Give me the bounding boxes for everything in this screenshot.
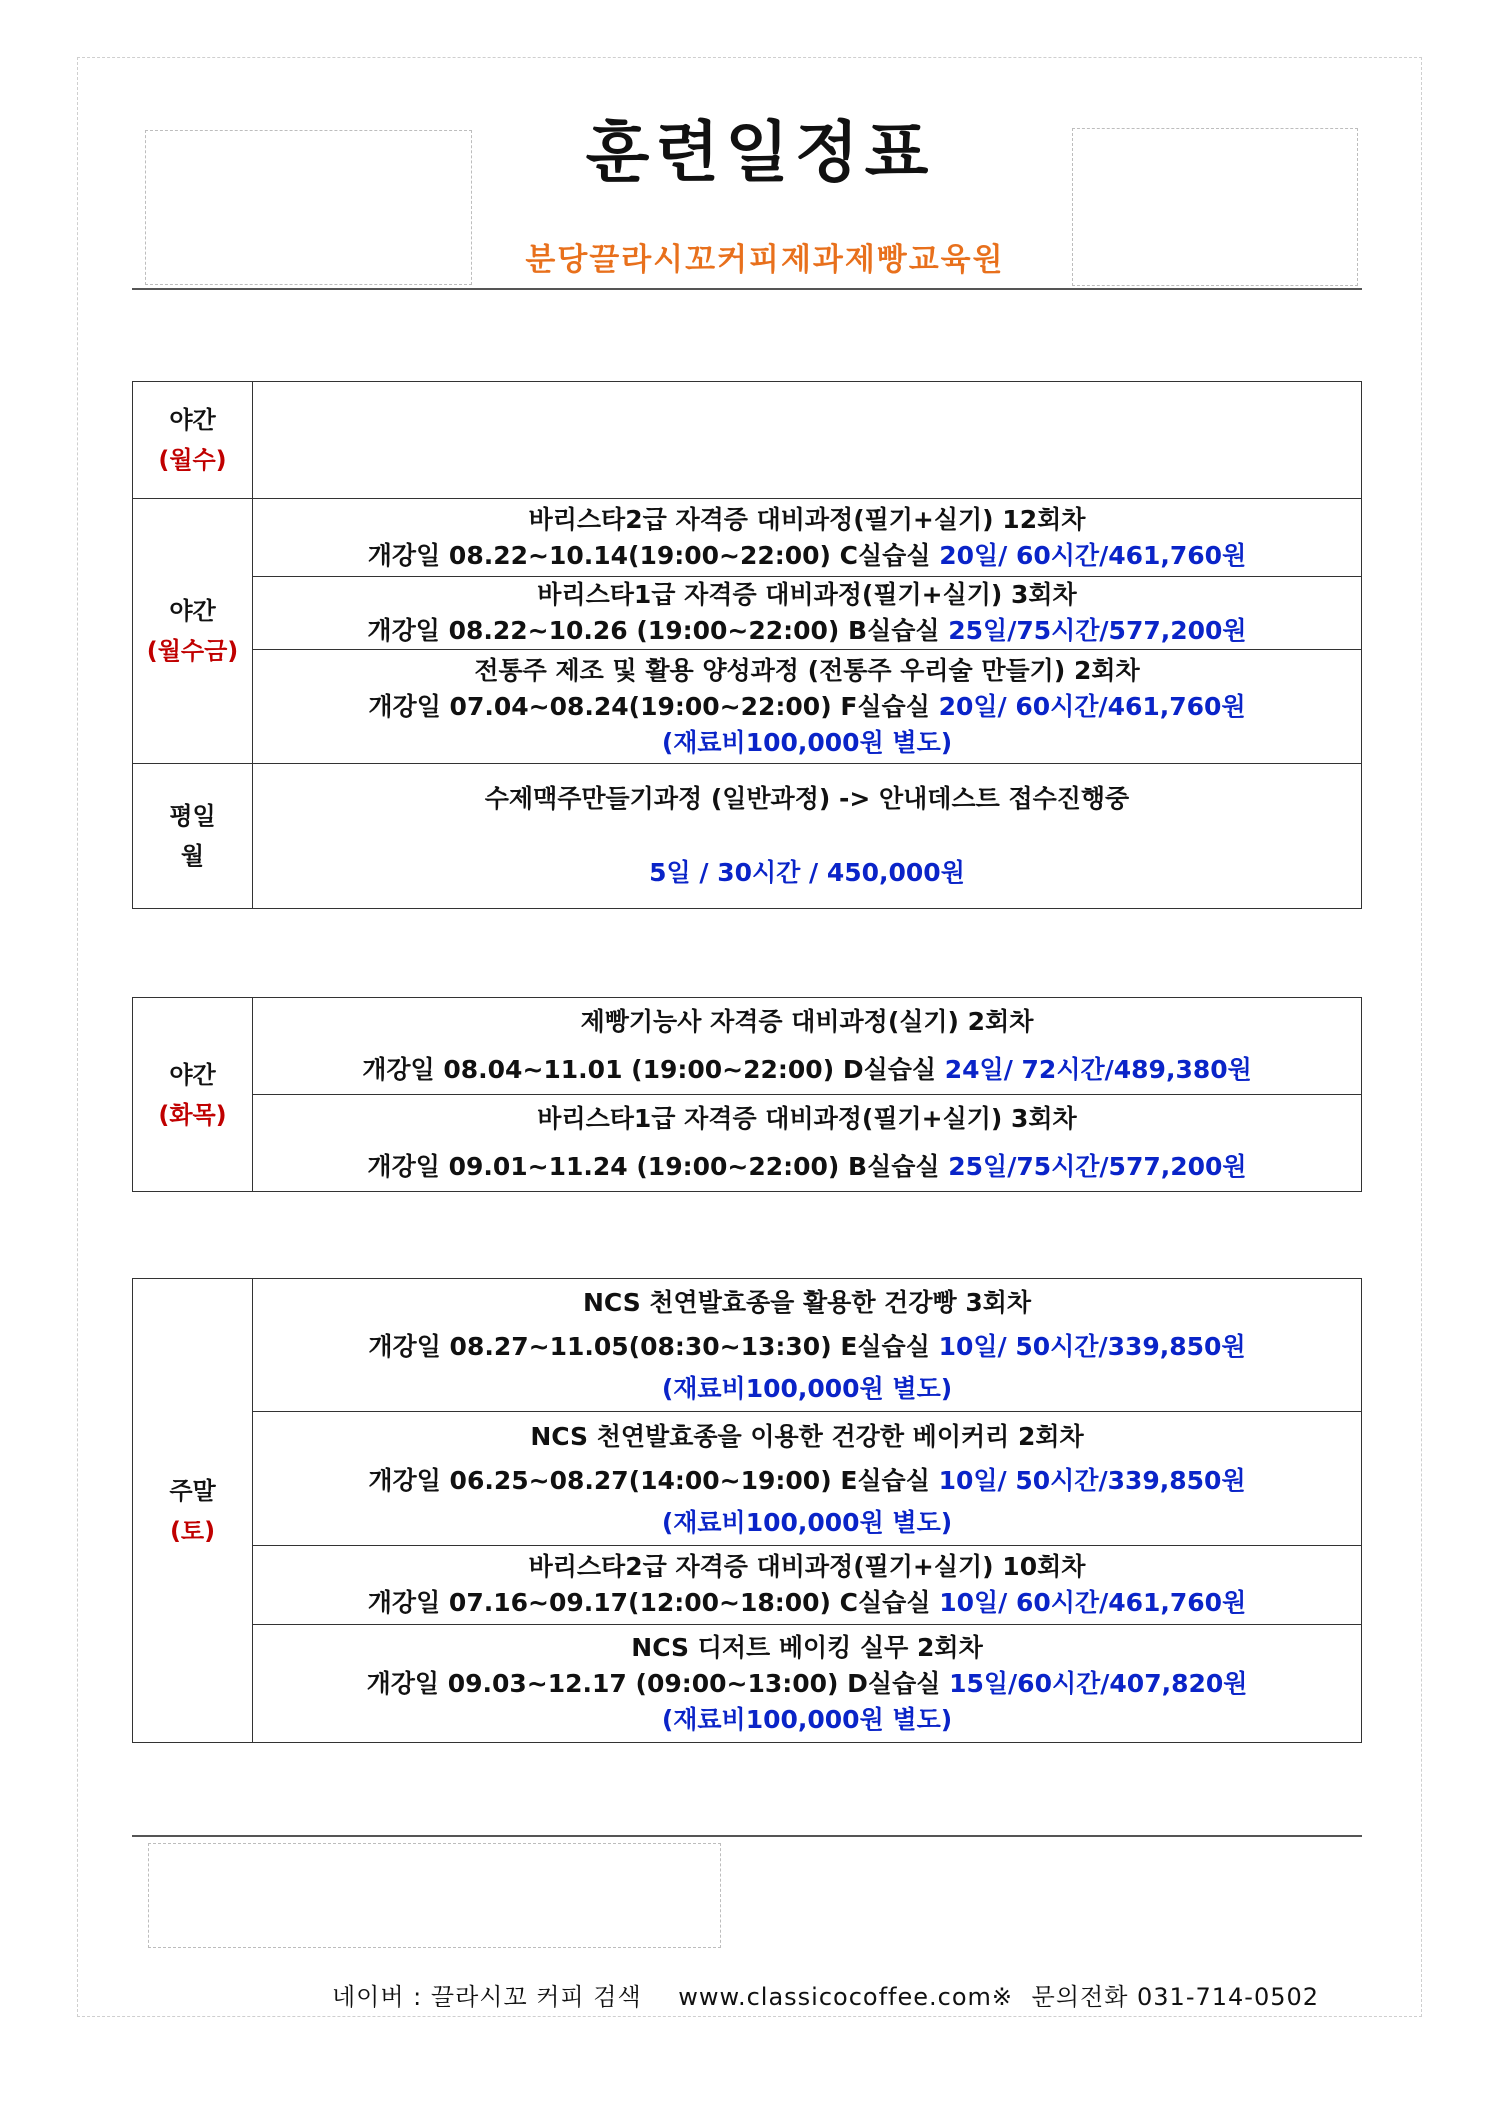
table-row	[133, 764, 1362, 909]
course-schedule	[253, 613, 1361, 649]
course-schedule	[253, 689, 1361, 725]
table-row	[133, 1412, 1362, 1546]
course-info: 개강일 06.25~08.27(14:00~19:00) E실습실	[368, 1465, 930, 1495]
course-name: NCS 천연발효종을 활용한 건강빵 3회차	[582, 1288, 1032, 1317]
material-fee-note: (재료비100,000원 별도)	[661, 727, 953, 757]
course-cell	[253, 577, 1362, 650]
category-cell	[133, 998, 253, 1192]
course-price: 5일 / 30시간 / 450,000원	[649, 858, 965, 887]
course-cell	[253, 499, 1362, 577]
course-schedule	[253, 538, 1361, 574]
header-logo-placeholder-right	[1072, 128, 1358, 286]
course-schedule	[253, 1143, 1361, 1191]
course-cell	[253, 1095, 1362, 1192]
schedule-table-weekday	[132, 381, 1362, 909]
table-row	[133, 382, 1362, 499]
course-name: NCS 디저트 베이킹 실무 2회차	[631, 1632, 983, 1662]
course-schedule	[253, 1046, 1361, 1094]
category-days: (월수)	[158, 446, 227, 474]
course-cell	[253, 650, 1362, 764]
category-cell	[133, 499, 253, 764]
course-info: 개강일 08.22~10.14(19:00~22:00) C실습실	[367, 540, 931, 570]
course-cell	[253, 1279, 1362, 1412]
table-row	[133, 577, 1362, 650]
page-title: 훈련일정표	[585, 114, 935, 191]
category-label: 야간	[169, 1060, 216, 1089]
course-price: 10일/ 50시간/339,850원	[938, 1332, 1246, 1361]
header-logo-placeholder-left	[145, 130, 472, 285]
course-info: 개강일 08.04~11.01 (19:00~22:00) D실습실	[362, 1055, 937, 1084]
course-schedule	[253, 1666, 1361, 1702]
course-name: 바리스타2급 자격증 대비과정(필기+실기) 12회차	[528, 504, 1086, 534]
category-cell	[133, 382, 253, 499]
course-info: 개강일 09.03~12.17 (09:00~13:00) D실습실	[366, 1668, 941, 1698]
category-label: 야간	[169, 597, 216, 625]
course-cell	[253, 1546, 1362, 1625]
material-fee-note: (재료비100,000원 별도)	[661, 1374, 953, 1403]
course-price: 15일/60시간/407,820원	[949, 1668, 1248, 1698]
course-price: 10일/ 60시간/461,760원	[939, 1588, 1247, 1617]
footer-phone: 문의전화 031-714-0502	[1031, 1983, 1320, 2011]
category-days: (토)	[169, 1516, 216, 1545]
course-schedule	[253, 1459, 1361, 1503]
course-cell	[253, 1625, 1362, 1743]
footer-website-link[interactable]: www.classicocoffee.com※	[678, 1983, 1014, 2011]
table-row	[133, 1279, 1362, 1412]
course-info: 개강일 07.04~08.24(19:00~22:00) F실습실	[368, 691, 930, 721]
course-info: 개강일 08.22~10.26 (19:00~22:00) B실습실	[367, 616, 940, 645]
course-name: NCS 천연발효종을 이용한 건강한 베이커리 2회차	[530, 1421, 1084, 1451]
course-schedule	[253, 1585, 1361, 1621]
footer-logo-placeholder	[148, 1843, 721, 1948]
course-name: 수제맥주만들기과정 (일반과정) -> 안내데스트 접수진행중	[484, 784, 1130, 813]
course-price: 24일/ 72시간/489,380원	[944, 1055, 1252, 1084]
category-days: 월	[180, 842, 205, 870]
material-fee-note: (재료비100,000원 별도)	[661, 1704, 953, 1734]
course-schedule	[253, 1325, 1361, 1369]
course-cell-empty	[253, 382, 1362, 499]
course-price: 25일/75시간/577,200원	[948, 1152, 1247, 1181]
footer-naver-search: 네이버 : 끌라시꼬 커피 검색	[332, 1983, 642, 2011]
table-row	[133, 499, 1362, 577]
category-label: 야간	[169, 406, 216, 434]
course-cell	[253, 1412, 1362, 1546]
table-row	[133, 1095, 1362, 1192]
course-name: 바리스타1급 자격증 대비과정(필기+실기) 3회차	[537, 1104, 1077, 1133]
course-info: 개강일 08.27~11.05(08:30~13:30) E실습실	[368, 1332, 930, 1361]
course-price: 20일/ 60시간/461,760원	[939, 540, 1247, 570]
table-row	[133, 1625, 1362, 1743]
category-days: (월수금)	[146, 637, 239, 665]
category-label: 주말	[169, 1476, 216, 1505]
table-row	[133, 998, 1362, 1095]
category-label: 평일	[169, 802, 216, 830]
course-name: 전통주 제조 및 활용 양성과정 (전통주 우리술 만들기) 2회차	[474, 655, 1140, 685]
course-price: 10일/ 50시간/339,850원	[938, 1465, 1246, 1495]
course-name: 바리스타2급 자격증 대비과정(필기+실기) 10회차	[528, 1552, 1086, 1581]
material-fee-note: (재료비100,000원 별도)	[661, 1507, 953, 1537]
institute-name: 분당끌라시꼬커피제과제빵교육원	[525, 242, 1005, 278]
table-row	[133, 650, 1362, 764]
footer-divider	[132, 1835, 1362, 1837]
course-info: 개강일 09.01~11.24 (19:00~22:00) B실습실	[367, 1152, 940, 1181]
category-cell	[133, 1279, 253, 1743]
course-info: 개강일 07.16~09.17(12:00~18:00) C실습실	[367, 1588, 931, 1617]
schedule-table-tue-thu	[132, 997, 1362, 1192]
header-divider	[132, 288, 1362, 290]
course-cell	[253, 998, 1362, 1095]
table-row	[133, 1546, 1362, 1625]
course-cell	[253, 764, 1362, 909]
course-price: 25일/75시간/577,200원	[948, 616, 1247, 645]
schedule-table-weekend	[132, 1278, 1362, 1743]
category-days: (화목)	[158, 1100, 227, 1129]
course-name: 제빵기능사 자격증 대비과정(실기) 2회차	[580, 1007, 1034, 1036]
course-name: 바리스타1급 자격증 대비과정(필기+실기) 3회차	[537, 580, 1077, 609]
footer-contact	[332, 1977, 1352, 2012]
course-price: 20일/ 60시간/461,760원	[938, 691, 1246, 721]
category-cell	[133, 764, 253, 909]
